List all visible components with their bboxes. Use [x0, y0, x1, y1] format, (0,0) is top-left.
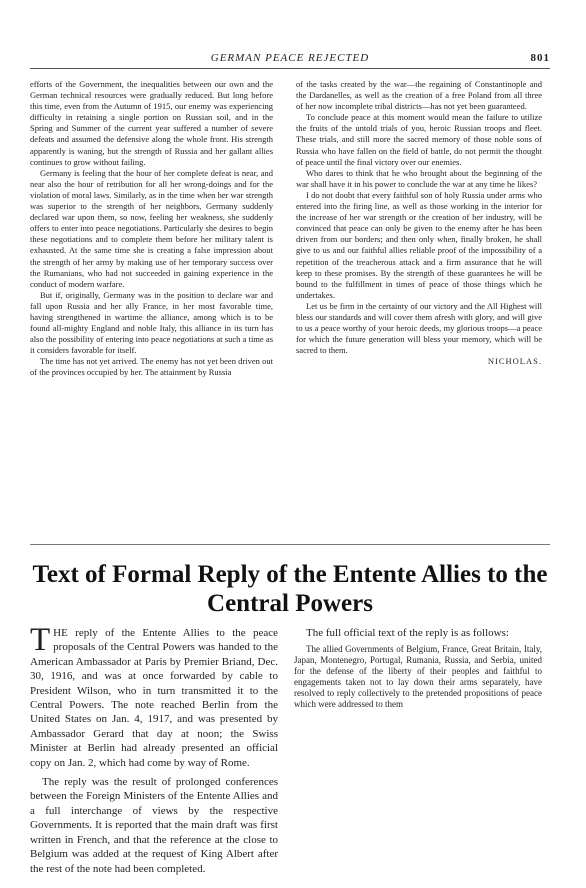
body-paragraph: of the tasks created by the war—the regaining of Constantinople and the Dardanelles, as well as the creation of a free Poland from all three of her now incomplete tribal districts—has not yet been guaranteed.: [296, 79, 542, 112]
article-title: Text of Formal Reply of the Entente Allies to the Central Powers: [32, 561, 548, 617]
body-paragraph: But if, originally, Germany was in the position to declare war and fall upon Russia and her ally France, in her most favorable time, having strengthened in wartime the alliance, among which is to be found all-mighty England and noble Italy, this alliance in its turn has also the possibility of entering into peace negotiations at such a time as it considers favorable for itself.: [30, 289, 273, 356]
top-left-column: [30, 79, 273, 379]
article-right-column: [294, 626, 542, 710]
running-header: [30, 50, 550, 69]
body-paragraph: efforts of the Government, the inequalities between our own and the German technical resources were gradually reduced. But long before this time, even from the Autumn of 1915, our enemy was experiencing difficulty in retaining a single portion on Russian soil, and in the Spring and Summer of the current year suffered a number of severe defeats and assumed the defensive along the whole front. His strength apparently is waning, but the strength of Russia and her gallant allies continues to grow without failing.: [30, 79, 273, 167]
body-paragraph: The time has not yet arrived. The enemy has not yet been driven out of the provinces occupied by her. The attainment by Russia: [30, 356, 273, 378]
running-title: GERMAN PEACE REJECTED: [210, 52, 370, 64]
body-paragraph: Let us be firm in the certainty of our victory and the All Highest will bless our standards and will cover them afresh with glory, and will give to us a peace worthy of your heroic deeds, my glorious troops—a peace for which the future generation will bless your memory, which will be sacred to them.: [296, 300, 542, 356]
quoted-reply-text: The allied Governments of Belgium, France, Great Britain, Italy, Japan, Montenegro, Portugal, Rumania, Russia, and Serbia, united for the defense of the liberty of their peoples and faithful to engagements taken not to lay down their arms separately, have resolved to reply collectively to the pretended propositions of peace which were addressed to them: [294, 644, 542, 710]
top-right-column: [296, 79, 542, 367]
article-left-column: [30, 622, 278, 876]
body-paragraph: To conclude peace at this moment would mean the failure to utilize the fruits of the untold trials of you, heroic Russian troops and fleet. These trials, and still more the sacred memory of those noble sons of Russia who have fallen on the field of battle, do not permit the thought of peace until the final victory over our enemies.: [296, 112, 542, 167]
drop-cap: T: [30, 622, 51, 658]
article-paragraph: The reply was the result of prolonged conferences between the Foreign Ministers of the Entente Allies and a full interchange of views by the respective Governments. It is reported that the main draft was first written in French, and that the reference at the close to Belgium was added at the request of King Albert after the rest of the note had been completed.: [30, 776, 278, 875]
body-paragraph: Germany is feeling that the hour of her complete defeat is near, and near also the hour of retribution for all her wrong-doings and for the violation of moral laws. Similarly, as in the time when her war strength was superior to the strength of her neighbors, Germany suddenly declared war upon them, so now, feeling her weakness, she suddenly offers to enter into peace negotiations. Particularly she desires to begin these negotiations and to complete them before her military talent is exhausted. At the same time she is creating a false impression about the strength of her army by making use of her temporary success over the Rumanians, who had not succeeded in gaining experience in the conduct of modern warfare.: [30, 167, 273, 289]
section-divider: [30, 544, 550, 545]
body-paragraph: Who dares to think that he who brought about the beginning of the war shall have it in his power to conclude the war at any time he likes?: [296, 167, 542, 189]
lead-paragraph: [30, 622, 278, 770]
lead-paragraph-text: HE reply of the Entente Allies to the peace proposals of the Central Powers was handed to the American Ambassador at Paris by Premier Briand, Dec. 30, 1916, and was at once forwarded by cable to President Wilson, who in turn transmitted it to the Central Powers. The note reached Berlin from the United States on Jan. 4, 1917, and was presented by Ambassador Gerard that day at noon; the Swiss Minister at Berlin had already presented an official copy on Jan. 2, which had come by way of Rome.: [30, 627, 278, 769]
body-paragraph: I do not doubt that every faithful son of holy Russia under arms who entered into the firing line, as well as those working in the interior for the increase of her war strength or the creation of her industry, will be convinced that peace can only be given to the enemy after he has been driven from our borders; and then only when, finally broken, he shall give to us and our faithful allies reliable proof of the impossibility of a repetition of the treacherous attack and a firm assurance that he will keep to these promises. By the strength of these guarantees he will be bound to the fulfillment in times of peace of those things which he undertakes.: [296, 189, 542, 300]
signature: NICHOLAS.: [487, 356, 542, 367]
page-number: 801: [530, 52, 550, 64]
article-paragraph: The full official text of the reply is as follows:: [306, 627, 509, 639]
